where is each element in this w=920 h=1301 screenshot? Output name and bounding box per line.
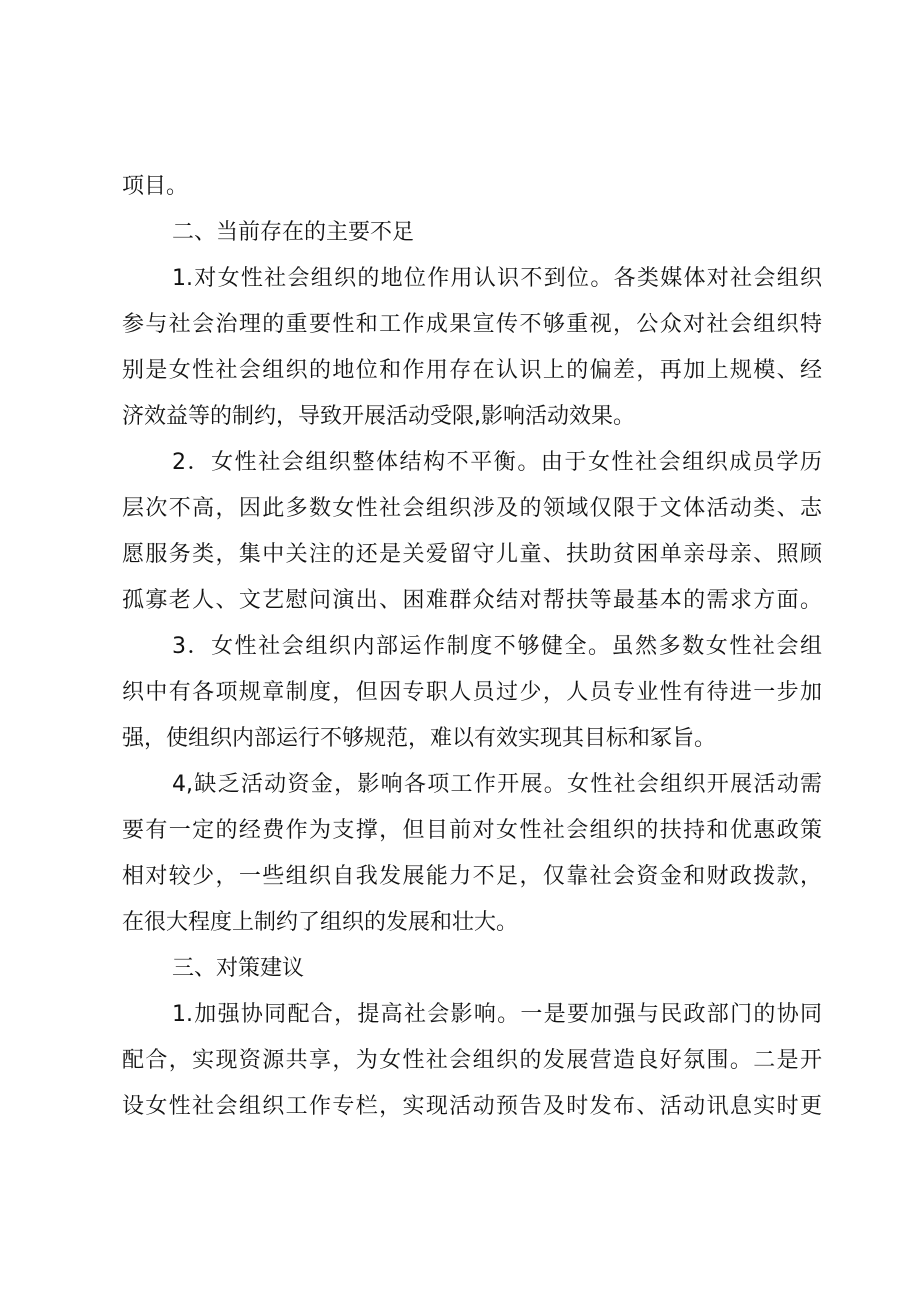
text-line: 参与社会治理的重要性和工作成果宣传不够重视，公众对社会组织特 bbox=[122, 312, 822, 337]
text-line: 1.加强协同配合，提高社会影响。一是要加强与民政部门的协同 bbox=[172, 1002, 822, 1027]
text-line: 愿服务类，集中关注的还是关爱留守儿童、扶助贫困单亲母亲、照顾 bbox=[122, 542, 822, 567]
text-line: 2．女性社会组织整体结构不平衡。由于女性社会组织成员学历 bbox=[172, 450, 822, 475]
text-line: 1.对女性社会组织的地位作用认识不到位。各类媒体对社会组织 bbox=[172, 266, 822, 291]
text-line: 3．女性社会组织内部运作制度不够健全。虽然多数女性社会组 bbox=[172, 634, 822, 659]
text-line: 相对较少，一些组织自我发展能力不足，仅靠社会资金和财政拨款， bbox=[122, 864, 822, 889]
text-line: 在很大程度上制约了组织的发展和壮大。 bbox=[122, 910, 519, 935]
text-line: 设女性社会组织工作专栏，实现活动预告及时发布、活动讯息实时更 bbox=[122, 1094, 822, 1119]
text-line: 孤寡老人、文艺慰问演出、困难群众结对帮扶等最基本的需求方面。 bbox=[122, 588, 822, 613]
section-heading: 二、当前存在的主要不足 bbox=[172, 220, 415, 245]
text-line: 要有一定的经费作为支撑，但目前对女性社会组织的扶持和优惠政策 bbox=[122, 818, 822, 843]
text-line: 层次不高，因此多数女性社会组织涉及的领域仅限于文体活动类、志 bbox=[122, 496, 822, 521]
text-line: 项目。 bbox=[122, 174, 189, 199]
text-line: 织中有各项规章制度，但因专职人员过少，人员专业性有待进一步加 bbox=[122, 680, 822, 705]
text-line: 强，使组织内部运行不够规范，难以有效实现其目标和冢旨。 bbox=[122, 726, 717, 751]
text-line: 别是女性社会组织的地位和作用存在认识上的偏差，再加上规模、经 bbox=[122, 358, 822, 383]
text-line: 济效益等的制约，导致开展活动受限,影响活动效果。 bbox=[122, 404, 635, 429]
section-heading: 三、对策建议 bbox=[172, 956, 305, 981]
text-line: 4,缺乏活动资金，影响各项工作开展。女性社会组织开展活动需 bbox=[172, 772, 822, 797]
text-line: 配合，实现资源共享，为女性社会组织的发展营造良好氛围。二是开 bbox=[122, 1048, 822, 1073]
